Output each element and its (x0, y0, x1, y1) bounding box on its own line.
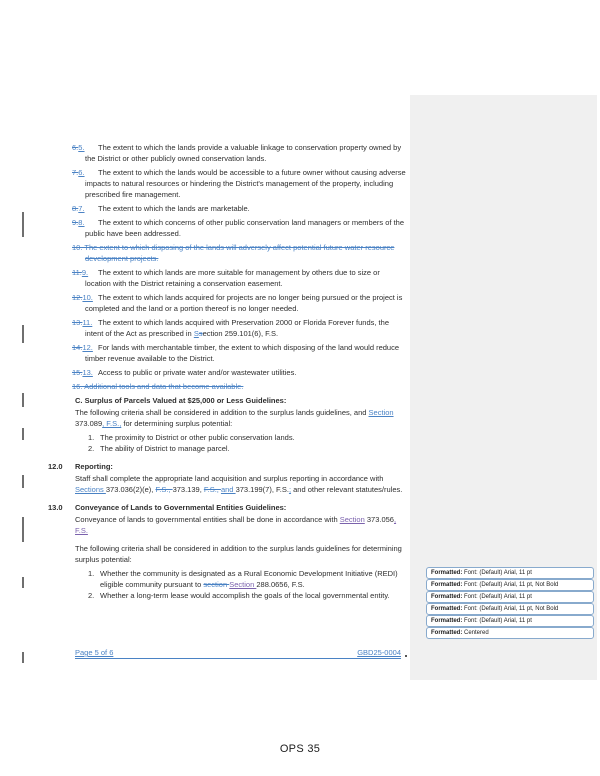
paragraph (75, 407, 405, 429)
formatted-comment[interactable]: Formatted: Centered (426, 627, 594, 639)
text-run: Access to public or private water and/or wastewater utilities. (98, 368, 297, 377)
section-heading (75, 395, 405, 406)
text-run: 13. (82, 368, 93, 377)
text-run: 14. (72, 343, 83, 352)
text-run: ; (288, 485, 292, 494)
text-run: The extent to which concerns of other public conservation land managers or members of the public have been addressed. (85, 218, 404, 238)
ordered-list (0, 568, 410, 601)
text-run: 13. (72, 318, 83, 327)
text-run: 373.056 (364, 515, 394, 524)
list-number (72, 167, 98, 178)
ordered-list-number: 2. (88, 444, 95, 453)
text-run: The extent to which the lands provide a valuable linkage to conservation property owned by the District or other publicly owned conservation lands. (85, 143, 402, 163)
text-run: Whether the community is designated as a Rural Economic Development Initiative (REDI) eligible community pursuant to (100, 569, 398, 589)
formatted-comment[interactable]: Formatted: Font: (Default) Arial, 11 pt, Not Bold (426, 579, 594, 591)
text-run: Section (368, 408, 394, 417)
deleted-list-item (72, 242, 407, 264)
list-number (72, 317, 98, 328)
list-item (72, 142, 407, 164)
text-run: C. Surplus of Parcels Valued at $25,000 or Less Guidelines: (75, 396, 287, 405)
text-run: ection 259.101(6), F.S. (202, 329, 279, 338)
text-run: The following criteria shall be considered in addition to the surplus lands guidelines for determining surplus potential: (75, 544, 402, 564)
text-run: 6. (72, 143, 79, 152)
footer-doc-number: GBD25-0004 (357, 648, 401, 657)
paragraph (75, 543, 405, 565)
text-run: 6. (78, 168, 85, 177)
text-run: Staff shall complete the appropriate land acquisition and surplus reporting in accordance with (75, 474, 384, 483)
list-item (72, 367, 407, 378)
text-run: 373.139, (172, 485, 204, 494)
text-run: 7. (78, 204, 85, 213)
text-run: 9. (81, 268, 89, 277)
text-run: Section (229, 580, 257, 589)
comment-label: Formatted: (431, 618, 463, 624)
text-run: 15. (72, 368, 83, 377)
list-item (72, 203, 407, 214)
ordered-list-number: 1. (88, 569, 95, 578)
text-run: 10. (82, 293, 93, 302)
comment-label: Formatted: (431, 594, 463, 600)
list-item (72, 217, 407, 239)
list-number (72, 367, 98, 378)
text-run: 12. (72, 293, 83, 302)
text-run: The extent to which lands acquired with Preservation 2000 or Florida Forever funds, the intent of the Act as prescribed in (85, 318, 389, 338)
text-run: S (193, 329, 199, 338)
text-run: , F.S., (102, 419, 122, 428)
text-run: For lands with merchantable timber, the extent to which disposing of the land would reduce timber revenue available to the District. (85, 343, 400, 363)
numbered-section-heading (48, 461, 410, 472)
comment-label: Formatted: (431, 570, 463, 576)
text-run: 11. (72, 268, 82, 277)
text-run: section (203, 580, 230, 589)
change-bar (22, 652, 24, 663)
section-title: Reporting: (75, 462, 113, 471)
text-run: 288.0656, F.S. (256, 580, 305, 589)
text-run: 9. (72, 218, 79, 227)
text-run: Section (339, 515, 365, 524)
list-item (72, 267, 407, 289)
text-run: , F.S. (75, 515, 397, 535)
ordered-list (0, 432, 410, 454)
footer-page-number: Page 5 of 6 (75, 648, 114, 657)
list-item (72, 317, 407, 339)
document-content (0, 142, 410, 601)
formatted-comment[interactable]: Formatted: Font: (Default) Arial, 11 pt (426, 567, 594, 579)
list-number (72, 142, 98, 153)
text-run: 11. (82, 318, 93, 327)
ordered-list-item (88, 443, 405, 454)
ordered-list-number: 2. (88, 591, 95, 600)
list-item (72, 292, 407, 314)
text-run: Whether a long-term lease would accomplish the goals of the local governmental entity. (100, 591, 390, 600)
text-run: and other relevant statutes/rules. (291, 485, 403, 494)
revision-markup-panel (410, 95, 597, 680)
text-run: 373.036(2)(e), (105, 485, 156, 494)
text-run: The extent to which the lands are marketable. (98, 204, 250, 213)
formatted-comment[interactable]: Formatted: Font: (Default) Arial, 11 pt (426, 615, 594, 627)
text-run: The ability of District to manage parcel. (100, 444, 230, 453)
section-number: 13.0 (48, 503, 63, 512)
numbered-section-heading (48, 502, 410, 513)
text-run: 8. (72, 204, 79, 213)
page-label: OPS 35 (279, 743, 321, 755)
text-run: 7. (72, 168, 79, 177)
text-run: 12. (82, 343, 93, 352)
text-run: and (220, 485, 236, 494)
list-item (72, 342, 407, 364)
formatted-comment[interactable]: Formatted: Font: (Default) Arial, 11 pt (426, 591, 594, 603)
text-run: The extent to which lands are more suitable for management by others due to size or location with the District retaining a conservation easement. (85, 268, 380, 288)
ordered-list-item (88, 432, 405, 443)
list-item (72, 167, 407, 200)
list-number (72, 342, 98, 353)
text-run: 10. The extent to which disposing of the lands will adversely affect potential future water resource development projects. (72, 243, 395, 263)
text-run: The following criteria shall be considered in addition to the surplus lands guidelines, and (75, 408, 369, 417)
text-run: The extent to which lands acquired for projects are no longer being pursued or the project is completed and the land or a portion thereof is no longer needed. (85, 293, 403, 313)
text-run: F.S., (155, 485, 173, 494)
list-number (72, 292, 98, 303)
text-run: for determining surplus potential: (121, 419, 233, 428)
page-footer (75, 648, 401, 659)
paragraph (75, 514, 405, 536)
formatted-comment[interactable]: Formatted: Font: (Default) Arial, 11 pt, Not Bold (426, 603, 594, 615)
text-run: 5. (78, 143, 85, 152)
comment-label: Formatted: (431, 606, 463, 612)
text-run: 8. (78, 218, 85, 227)
text-run: The extent to which the lands would be accessible to a future owner without causing adverse impacts to natural resources or hindering the District's management of the property, including prescribed fire management. (85, 168, 406, 199)
paragraph (75, 473, 405, 495)
text-run: 373.089 (75, 419, 103, 428)
ordered-list-item (88, 590, 405, 601)
text-run: 16. Additional tools and data that become available. (72, 382, 244, 391)
ordered-list-item (88, 568, 405, 590)
comment-label: Formatted: (431, 582, 463, 588)
section-title: Conveyance of Lands to Governmental Entities Guidelines: (75, 503, 287, 512)
text-run: 373.199(7), F.S. (235, 485, 289, 494)
text-run: The proximity to District or other public conservation lands. (100, 433, 295, 442)
text-run: F.S., (203, 485, 221, 494)
list-number (72, 267, 98, 278)
text-run: Sections (75, 485, 106, 494)
list-number (72, 217, 98, 228)
list-number (72, 203, 98, 214)
comment-label: Formatted: (431, 630, 463, 636)
ordered-list-number: 1. (88, 433, 95, 442)
deleted-list-item (72, 381, 407, 392)
text-run: s (198, 329, 203, 338)
section-number: 12.0 (48, 462, 63, 471)
text-run: Conveyance of lands to governmental entities shall be done in accordance with (75, 515, 340, 524)
footer-change-mark (405, 655, 407, 657)
